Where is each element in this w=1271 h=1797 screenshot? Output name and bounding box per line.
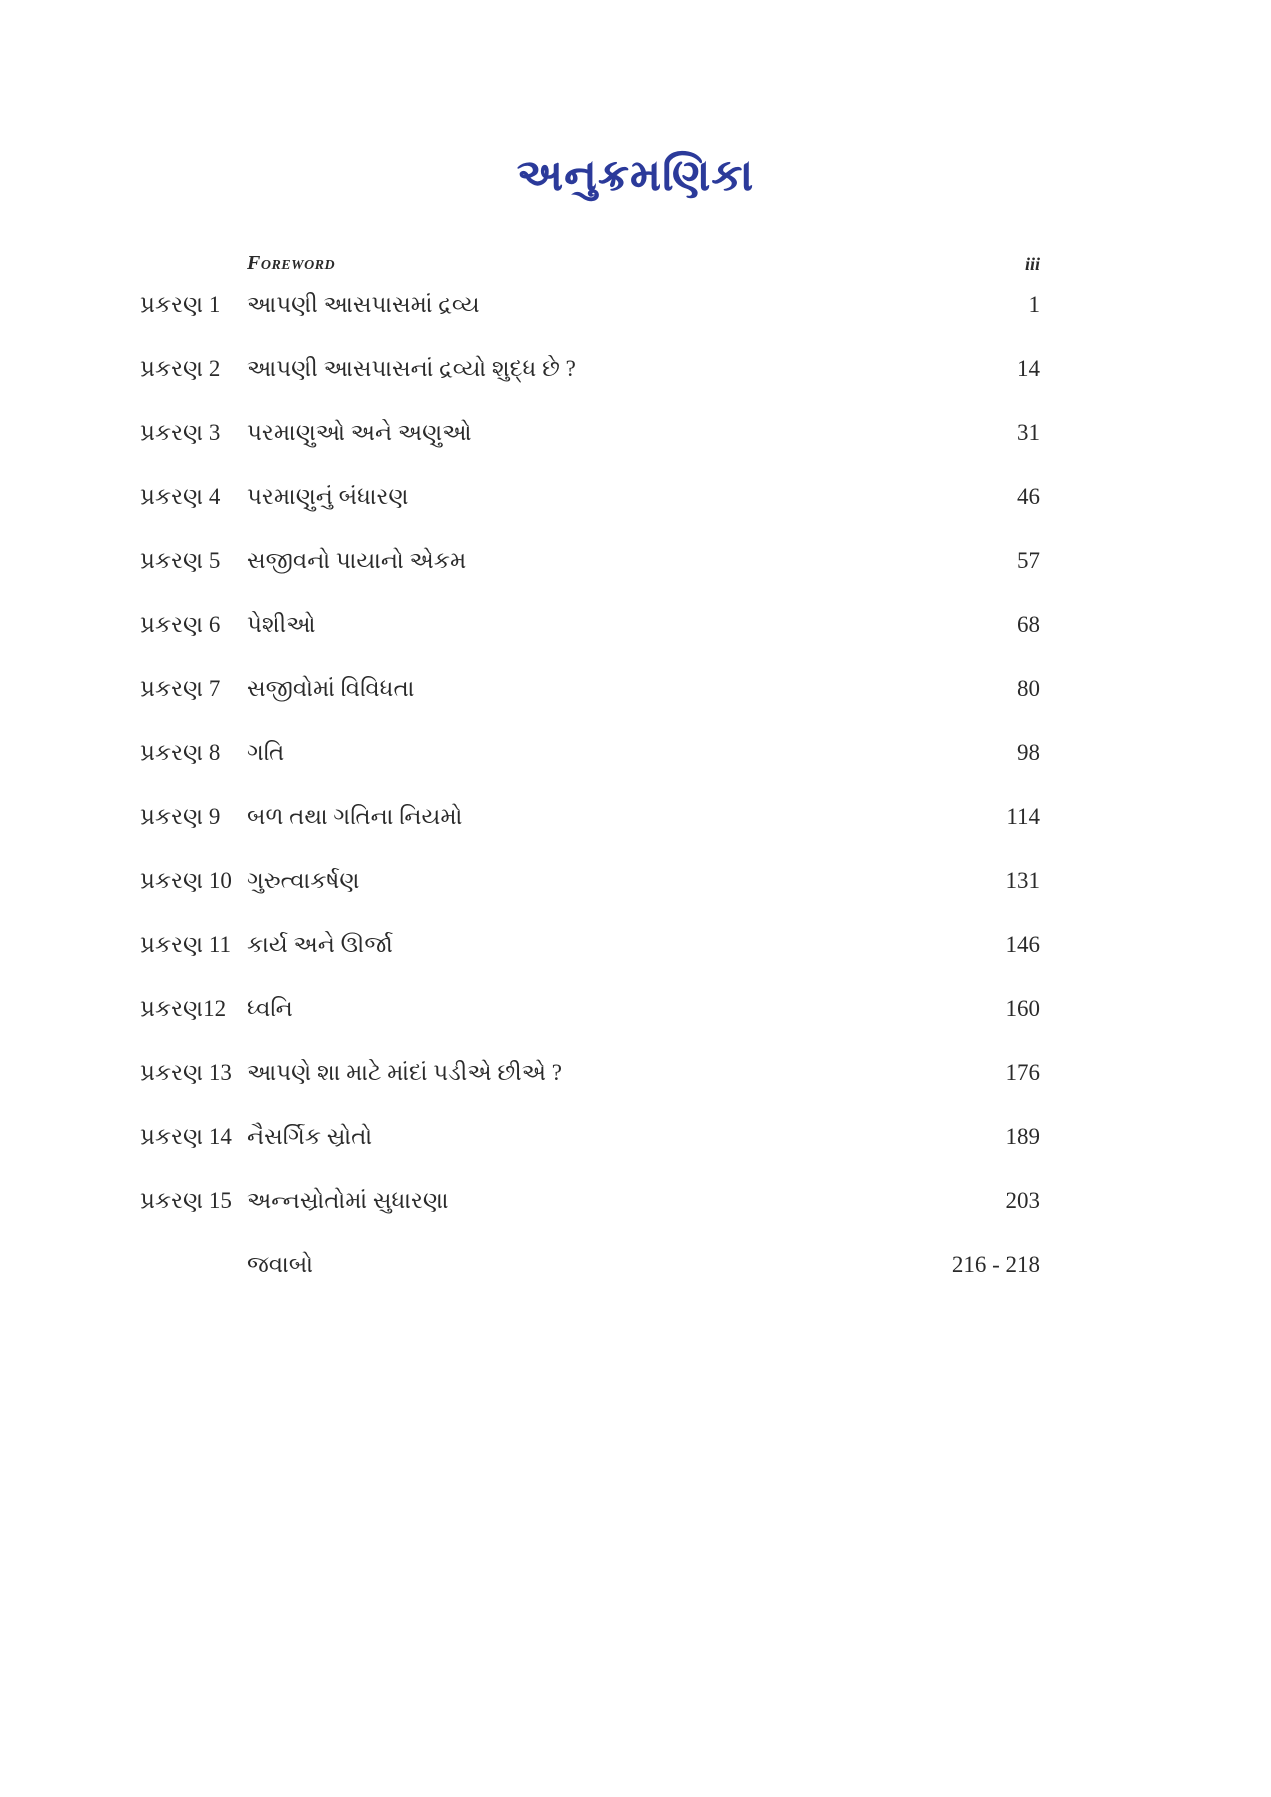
chapter-page: 114 <box>1006 804 1040 829</box>
chapter-page: 1 <box>1028 292 1040 317</box>
table-of-contents <box>140 248 1040 1316</box>
toc-row-chapter-5[interactable] <box>140 548 1040 612</box>
answers-page: 216 - 218 <box>951 1252 1040 1277</box>
chapter-label: પ્રકરણ 1 <box>140 292 221 317</box>
chapter-label: પ્રકરણ 8 <box>140 740 221 765</box>
chapter-page: 160 <box>1005 996 1040 1021</box>
foreword-page: iii <box>1024 254 1040 274</box>
chapter-title: પરમાણુનું બંધારણ <box>247 484 409 509</box>
chapter-page: 46 <box>1017 484 1040 509</box>
chapter-page: 68 <box>1017 612 1040 637</box>
chapter-title: સજીવનો પાયાનો એકમ <box>247 548 467 573</box>
chapter-title: સજીવોમાં વિવિધતા <box>247 676 415 701</box>
chapter-title: આપણી આસપાસનાં દ્રવ્યો શુદ્ધ છે ? <box>247 356 576 381</box>
chapter-label: પ્રકરણ 9 <box>140 804 221 829</box>
toc-row-chapter-6[interactable] <box>140 612 1040 676</box>
chapter-title: ગતિ <box>247 740 285 765</box>
chapter-label: પ્રકરણ 5 <box>140 548 221 573</box>
chapter-page: 57 <box>1017 548 1040 573</box>
chapter-page: 98 <box>1017 740 1040 765</box>
chapter-label: પ્રકરણ 11 <box>140 932 232 957</box>
chapter-title: નૈસર્ગિક સ્રોતો <box>247 1124 373 1149</box>
chapter-label: પ્રકરણ 3 <box>140 420 221 445</box>
chapter-label: પ્રકરણ 2 <box>140 356 221 381</box>
chapter-title: ગુરુત્વાકર્ષણ <box>247 868 360 893</box>
chapter-page: 131 <box>1005 868 1040 893</box>
chapter-label: પ્રકરણ 6 <box>140 612 221 637</box>
chapter-title: આપણી આસપાસમાં દ્રવ્ય <box>247 292 480 317</box>
answers-title: જવાબો <box>247 1252 313 1277</box>
chapter-title: આપણે શા માટે માંદાં પડીએ છીએ ? <box>247 1060 562 1085</box>
toc-row-chapter-10[interactable] <box>140 868 1040 932</box>
chapter-title: પરમાણુઓ અને અણુઓ <box>247 420 472 445</box>
chapter-label: પ્રકરણ 15 <box>140 1188 232 1213</box>
chapter-page: 203 <box>1005 1188 1040 1213</box>
toc-row-chapter-3[interactable] <box>140 420 1040 484</box>
chapter-title: અન્નસ્રોતોમાં સુધારણા <box>247 1188 449 1213</box>
chapter-label: પ્રકરણ 14 <box>140 1124 232 1149</box>
chapter-title: પેશીઓ <box>247 612 316 637</box>
chapter-page: 31 <box>1017 420 1040 445</box>
chapter-title: કાર્ય અને ઊર્જા <box>247 932 393 957</box>
toc-row-chapter-1[interactable] <box>140 292 1040 356</box>
chapter-title: ધ્વનિ <box>247 996 293 1021</box>
toc-row-chapter-2[interactable] <box>140 356 1040 420</box>
chapter-title: બળ તથા ગતિના નિયમો <box>247 804 463 829</box>
chapter-label: પ્રકરણ 13 <box>140 1060 232 1085</box>
chapter-label: પ્રકરણ 4 <box>140 484 221 509</box>
toc-row-chapter-13[interactable] <box>140 1060 1040 1124</box>
toc-row-chapter-9[interactable] <box>140 804 1040 868</box>
toc-row-foreword[interactable] <box>140 248 1040 292</box>
toc-row-chapter-8[interactable] <box>140 740 1040 804</box>
toc-row-chapter-7[interactable] <box>140 676 1040 740</box>
page-title: અનુક્રમણિકા <box>516 150 755 201</box>
chapter-page: 80 <box>1017 676 1040 701</box>
toc-row-chapter-14[interactable] <box>140 1124 1040 1188</box>
toc-row-chapter-15[interactable] <box>140 1188 1040 1252</box>
toc-row-answers[interactable] <box>140 1252 1040 1316</box>
toc-row-chapter-12[interactable] <box>140 996 1040 1060</box>
chapter-label: પ્રકરણ 7 <box>140 676 221 701</box>
toc-row-chapter-4[interactable] <box>140 484 1040 548</box>
foreword-title: Foreword <box>247 252 336 274</box>
chapter-page: 176 <box>1005 1060 1040 1085</box>
chapter-page: 14 <box>1017 356 1040 381</box>
chapter-page: 189 <box>1005 1124 1040 1149</box>
chapter-label: પ્રકરણ 10 <box>140 868 232 893</box>
toc-row-chapter-11[interactable] <box>140 932 1040 996</box>
chapter-label: પ્રકરણ12 <box>140 996 227 1021</box>
chapter-page: 146 <box>1005 932 1040 957</box>
